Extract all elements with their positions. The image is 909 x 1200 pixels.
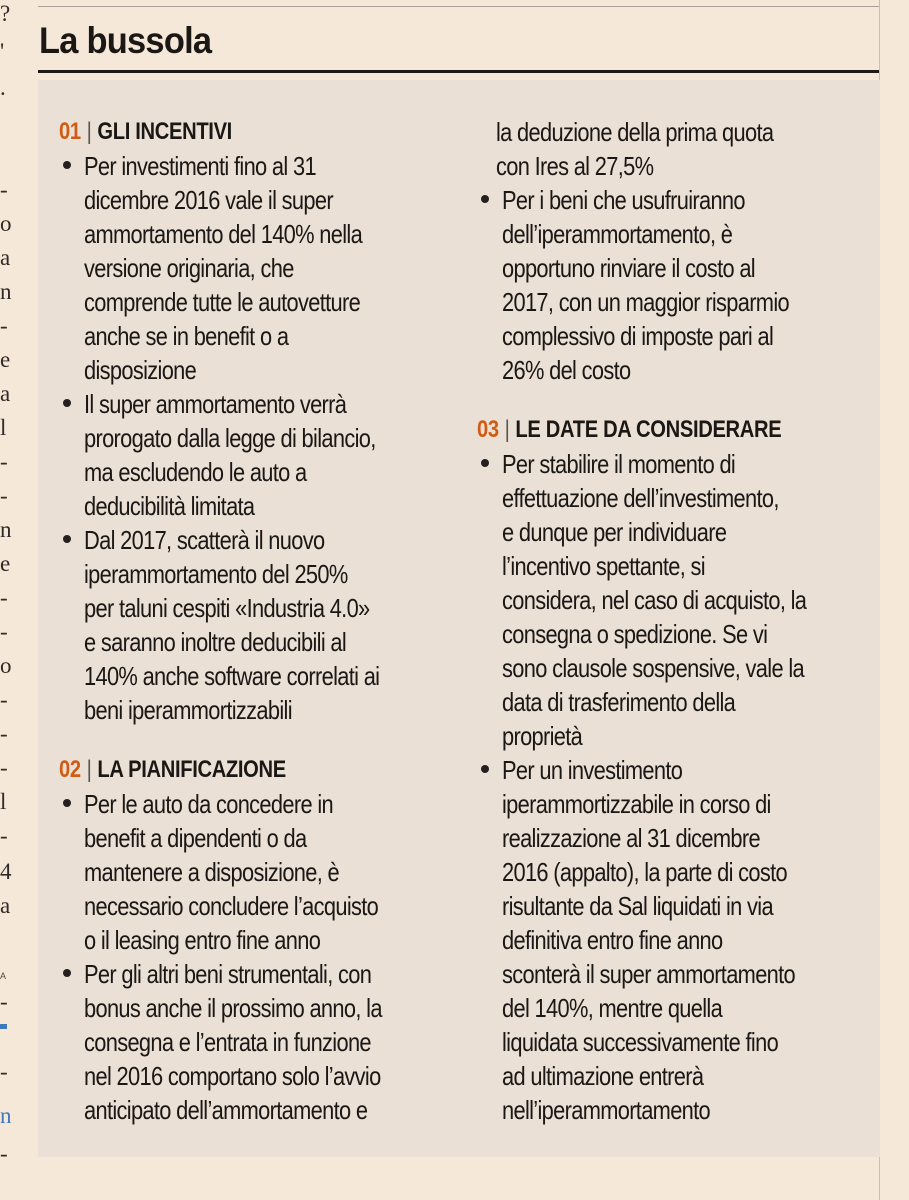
section-pianificazione-continued: [477, 115, 859, 387]
text-line: e saranno inoltre deducibili al: [84, 627, 347, 657]
text-line: Dal 2017, scatterà il nuovo: [84, 525, 325, 555]
edge-letter: -: [0, 823, 7, 848]
edge-letter: e: [0, 347, 10, 372]
previous-article-edge: [0, 0, 18, 1200]
text-line: 2016 (appalto), la parte di costo: [502, 857, 787, 887]
section-number: 02: [59, 756, 81, 783]
section-number: 03: [477, 416, 499, 443]
bullet-list: [477, 447, 859, 1127]
text-line: anche se in benefit o a: [84, 321, 289, 351]
text-line: e dunque per individuare: [502, 517, 727, 547]
section-heading: [59, 753, 380, 787]
bullet-icon: [63, 969, 71, 977]
text-line: la deduzione della prima quota: [496, 117, 774, 147]
text-line: prorogato dalla legge di bilancio,: [84, 423, 376, 453]
list-item: [59, 149, 441, 387]
text-line: disposizione: [84, 355, 197, 385]
text-line: liquidata successivamente fino: [502, 1027, 779, 1057]
text-line: complessivo di imposte pari al: [502, 321, 774, 351]
continued-paragraph: [477, 115, 859, 183]
text-line: definitiva entro fine anno: [502, 925, 723, 955]
bullet-icon: [63, 535, 71, 543]
section-title: LA PIANIFICAZIONE: [97, 756, 286, 783]
text-line: realizzazione al 31 dicembre: [502, 823, 760, 853]
edge-letter: -: [0, 483, 7, 508]
text-line: ad ultimazione entrerà: [502, 1061, 704, 1091]
bullet-list: [477, 183, 859, 387]
edge-letter: l: [0, 789, 6, 814]
list-item: [59, 957, 441, 1127]
text-line: comprende tutte le autovetture: [84, 287, 361, 317]
text-line: l’incentivo spettante, si: [502, 551, 705, 581]
edge-letter: n: [0, 1103, 11, 1128]
text-line: ma escludendo le auto a: [84, 457, 307, 487]
list-item: [59, 387, 441, 523]
text-line: necessario concludere l’acquisto: [84, 891, 379, 921]
text-line: dicembre 2016 vale il super: [84, 185, 333, 215]
text-line: consegna o spedizione. Se vi: [502, 619, 768, 649]
left-column: [59, 115, 441, 1153]
edge-letter: -: [0, 1059, 7, 1084]
text-line: ammortamento del 140% nella: [84, 219, 363, 249]
text-line: dell’iperammortamento, è: [502, 219, 733, 249]
text-line: anticipato dell’ammortamento e: [84, 1095, 368, 1125]
text-line: Per le auto da concedere in: [84, 789, 333, 819]
section-heading: [59, 115, 380, 149]
text-line: mantenere a disposizione, è: [84, 857, 340, 887]
bullet-icon: [63, 399, 71, 407]
text-line: beni iperammortizzabili: [84, 695, 292, 725]
text-line: versione originaria, che: [84, 253, 294, 283]
text-line: bonus anche il prossimo anno, la: [84, 993, 382, 1023]
text-line: nell’iperammortamento: [502, 1095, 711, 1125]
title-underline: [38, 70, 879, 73]
top-rule: [38, 6, 879, 7]
edge-letter: -: [0, 721, 7, 746]
text-line: Per i beni che usufruiranno: [502, 185, 745, 215]
text-line: 140% anche software correlati ai: [84, 661, 380, 691]
text-line: Per stabilire il momento di: [502, 449, 736, 479]
edge-letter: -: [0, 1141, 7, 1166]
text-line: deducibilità limitata: [84, 491, 255, 521]
bullet-list: [59, 149, 441, 727]
text-line: iperammortizzabile in corso di: [502, 789, 771, 819]
bullet-list: [59, 787, 441, 1127]
list-item: [477, 183, 859, 387]
section-title: GLI INCENTIVI: [97, 118, 232, 145]
text-line: o il leasing entro fine anno: [84, 925, 321, 955]
text-line: Per investimenti fino al 31: [84, 151, 316, 181]
text-line: sono clausole sospensive, vale la: [502, 653, 804, 683]
section-heading: [477, 413, 798, 447]
list-item: [59, 787, 441, 957]
section-date-da-considerare: [477, 413, 859, 1127]
edge-letter: -: [0, 313, 7, 338]
edge-letter: n: [0, 279, 11, 304]
edge-letter: 4: [0, 859, 11, 884]
edge-letter: -: [0, 687, 7, 712]
text-line: per taluni cespiti «Industria 4.0»: [84, 593, 370, 623]
text-line: opportuno rinviare il costo al: [502, 253, 755, 283]
list-item: [477, 447, 859, 753]
box-title: La bussola: [39, 20, 212, 61]
edge-letter: -: [0, 449, 7, 474]
edge-letter: -: [0, 177, 7, 202]
text-line: data di trasferimento della: [502, 687, 736, 717]
section-incentivi: [59, 115, 441, 727]
right-column: [477, 115, 859, 1153]
edge-letter: -: [0, 585, 7, 610]
edge-letter: a: [0, 381, 10, 406]
edge-letter: a: [0, 893, 10, 918]
text-line: iperammortamento del 250%: [84, 559, 348, 589]
edge-letter: l: [0, 415, 6, 440]
section-pianificazione: [59, 753, 441, 1127]
section-title: LE DATE DA CONSIDERARE: [515, 416, 782, 443]
section-separator: |: [86, 118, 92, 145]
text-line: nel 2016 comportano solo l’avvio: [84, 1061, 381, 1091]
edge-letter: A: [0, 971, 7, 981]
list-item: [477, 753, 859, 1127]
edge-letter: .: [0, 75, 5, 100]
edge-letter: -: [0, 619, 7, 644]
section-number: 01: [59, 118, 81, 145]
text-line: proprietà: [502, 721, 583, 751]
bullet-icon: [481, 765, 489, 773]
edge-letter: ?: [0, 1, 10, 26]
edge-letter: o: [0, 653, 11, 678]
text-line: consegna e l’entrata in funzione: [84, 1027, 371, 1057]
section-separator: |: [86, 756, 92, 783]
section-separator: |: [504, 416, 510, 443]
list-item: [59, 523, 441, 727]
text-line: sconterà il super ammortamento: [502, 959, 796, 989]
text-line: con Ires al 27,5%: [496, 151, 654, 181]
edge-letter: e: [0, 551, 10, 576]
text-line: 2017, con un maggior risparmio: [502, 287, 789, 317]
text-line: benefit a dipendenti o da: [84, 823, 307, 853]
text-line: effettuazione dell’investimento,: [502, 483, 779, 513]
edge-letter: -: [0, 989, 7, 1014]
bullet-icon: [481, 195, 489, 203]
text-line: del 140%, mentre quella: [502, 993, 723, 1023]
bullet-icon: [481, 459, 489, 467]
edge-letter: o: [0, 211, 11, 236]
text-line: risultante da Sal liquidati in via: [502, 891, 773, 921]
text-line: Per gli altri beni strumentali, con: [84, 959, 372, 989]
edge-letter: n: [0, 517, 11, 542]
edge-letter: -: [0, 755, 7, 780]
text-line: Per un investimento: [502, 755, 683, 785]
edge-letter: a: [0, 245, 10, 270]
bullet-icon: [63, 799, 71, 807]
edge-color-rule: [0, 1024, 7, 1029]
text-line: 26% del costo: [502, 355, 631, 385]
edge-letter: ': [0, 39, 4, 64]
bullet-icon: [63, 161, 71, 169]
text-line: Il super ammortamento verrà: [84, 389, 347, 419]
text-line: considera, nel caso di acquisto, la: [502, 585, 807, 615]
